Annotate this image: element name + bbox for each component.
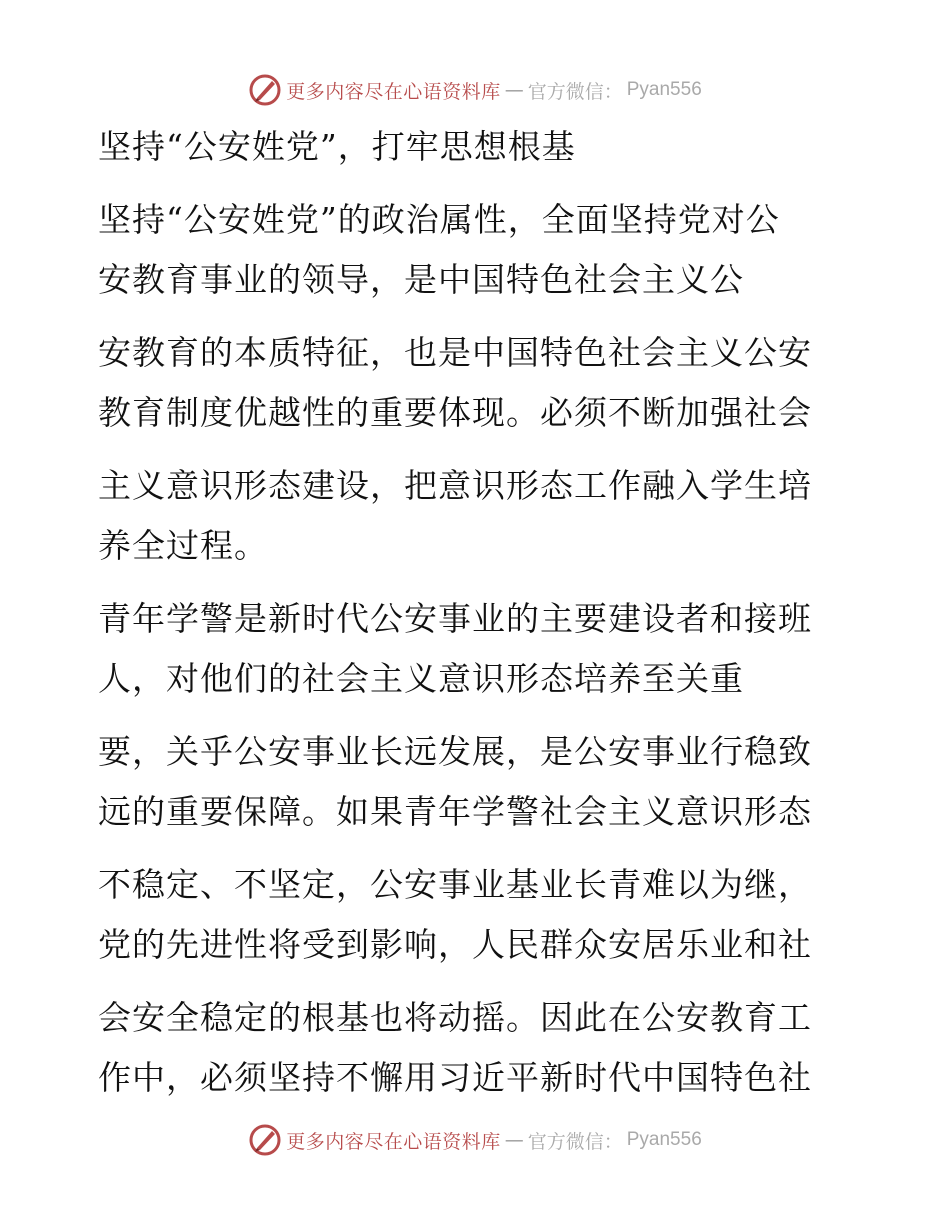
text-line: 坚持“公安姓党”的政治属性，全面坚持党对公 xyxy=(98,200,780,239)
watermark-main-text: 更多内容尽在心语资料库 xyxy=(286,80,501,103)
text-line: 作中，必须坚持不懈用习近平新时代中国特色社 xyxy=(98,1058,812,1097)
text-line: 人，对他们的社会主义意识形态培养至关重 xyxy=(98,659,744,698)
text-line: 不稳定、不坚定，公安事业基业长青难以为继， xyxy=(98,865,812,904)
text-line: 会安全稳定的根基也将动摇。因此在公安教育工 xyxy=(98,998,812,1037)
watermark-separator: — xyxy=(504,79,524,101)
watermark-footer xyxy=(0,1120,950,1160)
text-line: 养全过程。 xyxy=(98,526,268,565)
watermark-separator: — xyxy=(504,1129,524,1151)
text-line: 要，关乎公安事业长远发展，是公安事业行稳致 xyxy=(98,732,812,771)
watermark-label: 官方微信： xyxy=(527,1130,623,1153)
text-line: 党的先进性将受到影响，人民群众安居乐业和社 xyxy=(98,925,812,964)
text-line: 安教育事业的领导，是中国特色社会主义公 xyxy=(98,260,744,299)
watermark-main-text: 更多内容尽在心语资料库 xyxy=(286,1130,501,1153)
text-line: 安教育的本质特征，也是中国特色社会主义公安 xyxy=(98,333,812,372)
text-line: 青年学警是新时代公安事业的主要建设者和接班 xyxy=(98,599,812,638)
text-line: 主义意识形态建设，把意识形态工作融入学生培 xyxy=(98,466,812,505)
text-line: 教育制度优越性的重要体现。必须不断加强社会 xyxy=(98,393,812,432)
heading-line: 坚持“公安姓党”，打牢思想根基 xyxy=(98,127,576,166)
watermark-wechat-id: Pyan556 xyxy=(626,1129,702,1150)
watermark-wechat-id: Pyan556 xyxy=(626,79,702,100)
text-line: 远的重要保障。如果青年学警社会主义意识形态 xyxy=(98,792,812,831)
watermark-label: 官方微信： xyxy=(527,80,623,103)
quill-logo-icon xyxy=(248,1123,282,1157)
